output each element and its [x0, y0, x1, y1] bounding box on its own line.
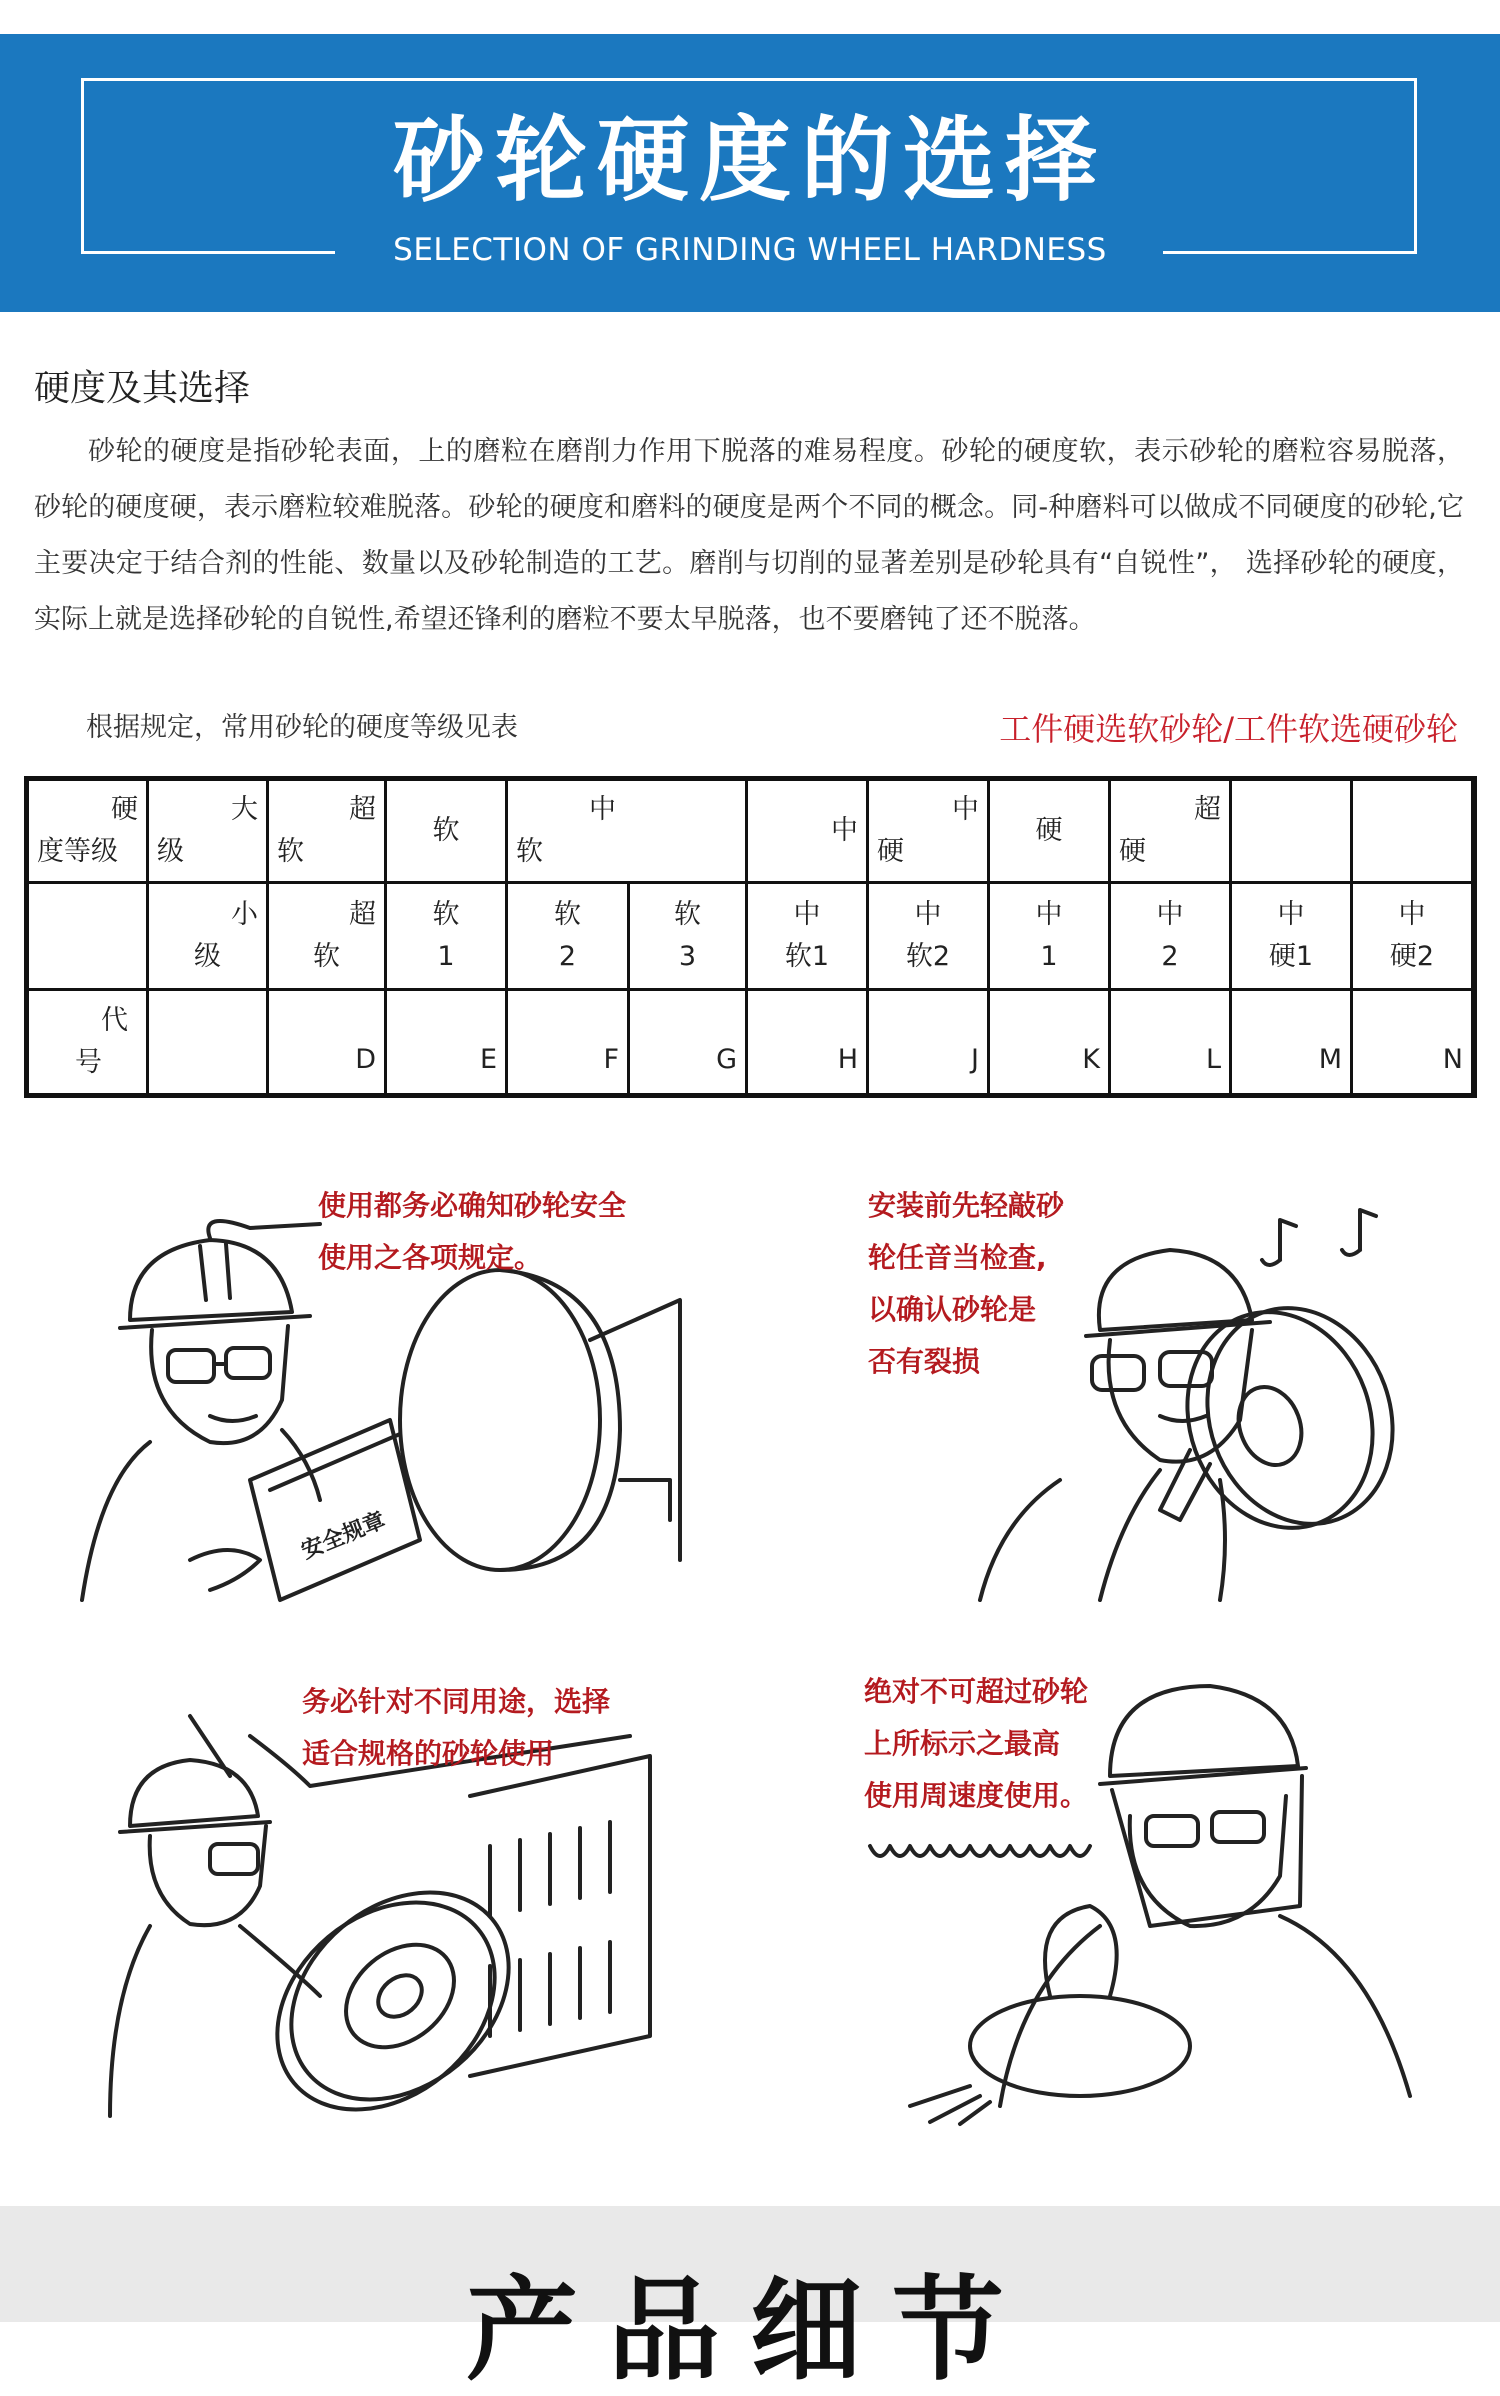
table-cell: M [1231, 989, 1352, 1095]
caption-max-speed-line2: 上所标示之最高 [864, 1727, 1061, 1760]
table-cell: K [989, 989, 1110, 1095]
table-cell: 中 软 [507, 779, 747, 883]
product-details-title: 产品细节 [466, 2266, 1034, 2396]
table-cell: F [507, 989, 629, 1095]
table-cell: 超 软 [268, 883, 386, 989]
caption-tap-test-line1: 安装前先轻敲砂 [868, 1189, 1065, 1222]
section-paragraph: 砂轮的硬度是指砂轮表面，上的磨粒在磨削力作用下脱落的难易程度。砂轮的硬度软，表示砂轮的磨粒容易脱落，砂轮的硬度硬，表示磨粒较难脱落。砂轮的硬度和磨料的硬度是两个不同的概念。同-种磨料可以做成不同硬度的砂轮,它主要决定于结合剂的性能、数量以及砂轮制造的工艺。磨削与切削的显著差别是砂轮具有“自锐性”， 选择砂轮的硬度，实际上就是选择砂轮的自锐性,希望还锋利的磨粒不要太早脱落，也不要磨钝了还不脱落。 [34, 436, 1464, 635]
table-row [27, 779, 1475, 883]
table-cell: D [268, 989, 386, 1095]
product-details-section [0, 2206, 1500, 2396]
illustration-tap-test [860, 1180, 1420, 1620]
table-header-cell [27, 883, 148, 989]
book-label: 安全规章 [298, 1508, 390, 1565]
table-cell: N [1352, 989, 1473, 1095]
table-cell: H [747, 989, 868, 1095]
table-row [27, 883, 1475, 989]
table-cell: 硬 [989, 779, 1110, 883]
table-cell: 大 级 [148, 779, 268, 883]
table-cell: 中 硬2 [1352, 883, 1473, 989]
caption-choose-spec-line2: 适合规格的砂轮使用 [302, 1737, 555, 1770]
table-cell [148, 989, 268, 1095]
illustration-max-speed [850, 1666, 1430, 2126]
caption-max-speed-line3: 使用周速度使用。 [864, 1779, 1089, 1812]
table-row [27, 989, 1475, 1095]
table-cell: 软 [386, 779, 507, 883]
caption-max-speed-line1: 绝对不可超过砂轮 [864, 1675, 1089, 1708]
table-cell: 中 软1 [747, 883, 868, 989]
header-banner [0, 34, 1500, 312]
table-cell: G [629, 989, 747, 1095]
table-cell: 中 1 [989, 883, 1110, 989]
caption-safety-rules-line2: 使用之各项规定。 [318, 1241, 543, 1274]
hardness-grade-table [24, 776, 1477, 1098]
table-cell: 小 级 [148, 883, 268, 989]
table-cell: 中 硬1 [1231, 883, 1352, 989]
table-header-cell: 代 号 [27, 989, 148, 1095]
table-cell: 软 3 [629, 883, 747, 989]
table-intro-note: 根据规定，常用砂轮的硬度等级见表 [86, 712, 518, 743]
table-cell: 软 1 [386, 883, 507, 989]
caption-choose-spec-line1: 务必针对不同用途，选择 [302, 1685, 611, 1718]
table-cell: 中 软2 [868, 883, 989, 989]
section-title: 硬度及其选择 [34, 368, 251, 409]
table-cell: 软 2 [507, 883, 629, 989]
selection-rule-note: 工件硬选软砂轮/工件软选硬砂轮 [999, 710, 1458, 748]
caption-safety-rules-line1: 使用都务必确知砂轮安全 [318, 1189, 627, 1222]
table-cell: 中 硬 [868, 779, 989, 883]
table-header-cell: 硬 度等级 [27, 779, 148, 883]
caption-tap-test-line3: 以确认砂轮是 [868, 1293, 1037, 1326]
table-cell: 超 软 [268, 779, 386, 883]
table-cell: 中 [747, 779, 868, 883]
table-cell: J [868, 989, 989, 1095]
caption-tap-test-line2: 轮任音当检查, [868, 1241, 1047, 1274]
table-cell: L [1110, 989, 1231, 1095]
page-subtitle: SELECTION OF GRINDING WHEEL HARDNESS [393, 232, 1107, 268]
illustration-safety-rules [60, 1180, 700, 1620]
illustration-choose-spec [90, 1676, 660, 2126]
table-cell [1352, 779, 1473, 883]
table-cell: 超 硬 [1110, 779, 1231, 883]
table-cell: 中 2 [1110, 883, 1231, 989]
caption-tap-test-line4: 否有裂损 [868, 1345, 981, 1378]
table-cell: E [386, 989, 507, 1095]
table-cell [1473, 779, 1475, 883]
table-cell [1231, 779, 1352, 883]
page-title: 砂轮硬度的选择 [392, 107, 1107, 214]
